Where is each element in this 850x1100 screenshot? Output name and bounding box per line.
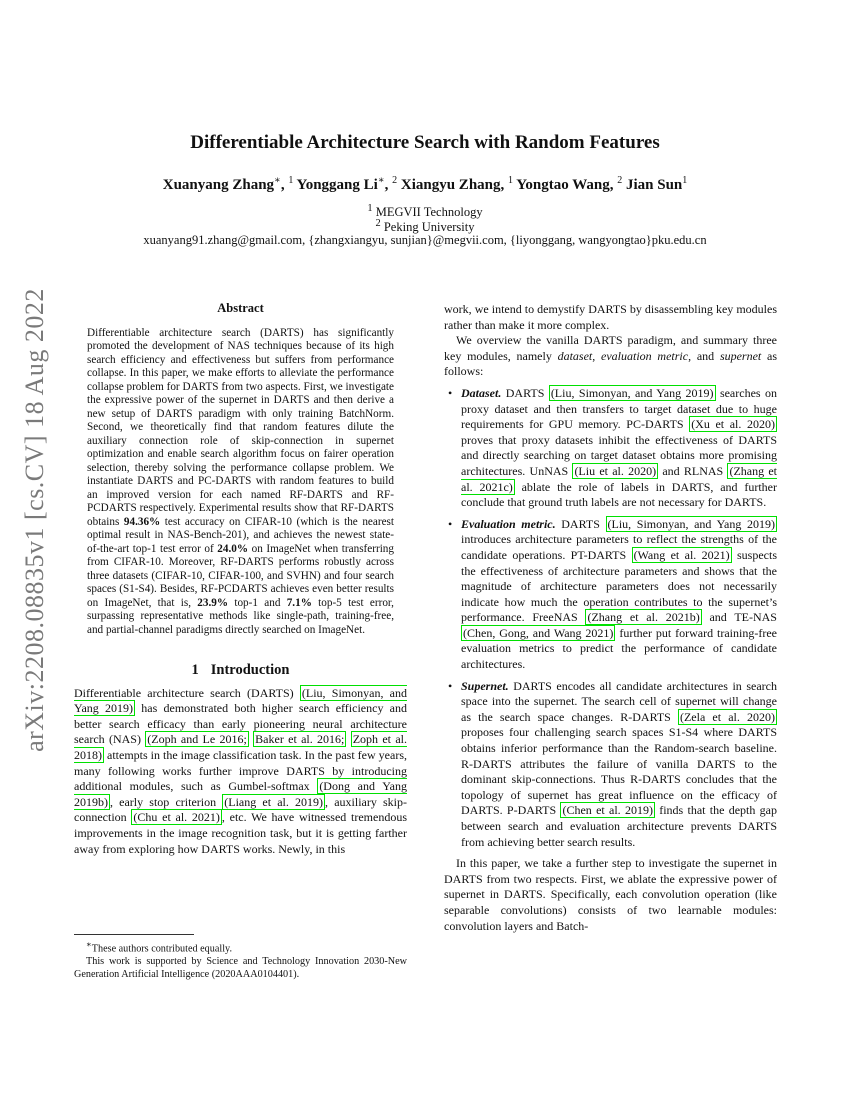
- author-name: Xuanyang Zhang: [162, 177, 275, 193]
- paragraph: We overview the vanilla DARTS paradigm, and summary three key modules, namely dataset, evaluation metric, and supernet as follows:: [444, 333, 778, 379]
- list-item-dataset: • Dataset. DARTS (Liu, Simonyan, and Yang 2019) searches on proxy dataset and then transfers to target dataset due to huge requirements for GPU memory. PC-DARTS (Xu et al. 2020) proves that proxy datasets inhibit the effectiveness of DARTS and directly searching on target dataset obtains more promising architectures. UnNAS (Liu et al. 2020) and RLNAS (Zhang et al. 2021c) ablate the role of labels in DARTS, and further conclude that ground truth labels are not necessary for DARTS.: [448, 385, 778, 510]
- affiliation-1: $^1$ MEGVII Technology: [367, 203, 483, 220]
- citation-link[interactable]: (Wang et al. 2021): [633, 547, 730, 562]
- citation-link[interactable]: (Zhang et al. 2021b): [587, 610, 700, 625]
- author-aff: 1: [682, 175, 688, 186]
- author-name: Yongtao Wang,: [516, 177, 614, 193]
- citation-link[interactable]: (Chu et al. 2021): [133, 810, 220, 825]
- citation-link[interactable]: (Chen et al. 2019): [562, 803, 653, 818]
- section-heading-introduction: 1 Introduction: [191, 662, 290, 679]
- citation-link[interactable]: (Liu et al. 2020): [574, 463, 657, 478]
- author-mark: ∗: [377, 175, 385, 186]
- footnote-1: ∗These authors contributed equally.: [86, 939, 233, 955]
- introduction-paragraph: Differentiable architecture search (DARTS) (Liu, Simonyan, and Yang 2019) has demonstrated both higher search efficiency and better search efficacy than early pioneering neural architecture search (NAS) (Zoph and Le 2016; Baker et al. 2016; Zoph et al. 2018) attempts in the image classification task. In the past few years, many following works further improve DARTS by introducing additional modules, such as Gumbel-softmax (Dong and Yang 2019b) , early stop criterion (Liang et al. 2019) , auxiliary skip-connection (Chu et al. 2021) , etc. We have witnessed tremendous improvements in the image recognition task, but it is getting farther away from exploring how DARTS works. Newly, in this: [74, 685, 408, 856]
- citation-link[interactable]: (Zhang et al. 2021c): [461, 463, 778, 494]
- paragraph: work, we intend to demystify DARTS by disassembling key modules rather than make it more complex.: [444, 302, 777, 332]
- abstract-text: Differentiable architecture search (DARTS) has significantly promoted the development of NAS techniques because of its high search efficiency and effectiveness but suffers from performance collapse. In this paper, we make efforts to alleviate the performance collapse problem for DARTS from two aspects. First, we investigate the expressive power of the supernet in DARTS and then derive a new setup of DARTS paradigm with only training BatchNorm. Second, we theoretically find that random features dilute the auxiliary connection role of skip-connection in supernet optimization and enable search algorithm focus on fairer operation selection, thereby solving the performance collapse problem. We instantiate DARTS and PC-DARTS with random features to build an improved version for each named RF-DARTS and RF-PCDARTS respectively. Experimental results show that RF-DARTS obtains 94.36% test accuracy on CIFAR-10 (which is the nearest optimal result in NAS-Bench-201), and achieves the newest state-of-the-art top-1 test error of 24.0% on ImageNet when transferring from CIFAR-10. Moreover, RF-DARTS performs robustly across three datasets (CIFAR-10, CIFAR-100, and SVHN) and four search spaces (S1-S4). Besides, RF-PCDARTS achieves even better results on ImageNet, that is, 23.9% top-1 and 7.1% top-5 test error, surpassing representative methods like single-path, training-free, and partial-channel paradigms directly searched on ImageNet.: [87, 326, 394, 636]
- citation-link[interactable]: (Liu, Simonyan, and Yang 2019): [550, 385, 714, 400]
- abstract-heading: Abstract: [217, 301, 264, 315]
- author-aff: 1: [508, 175, 513, 186]
- list-item-supernet: • Supernet. DARTS encodes all candidate architectures in search space into the supernet. The search cell of supernet will change as the search space changes. R-DARTS (Zela et al. 2020) proposes four challenging search spaces S1-S4 where DARTS obtains inferior performance than the Random-search baseline. R-DARTS attributes the failure of vanilla DARTS to the dominant skip-connections. Thus R-DARTS concludes that the topology of supernet has great influence on the efficacy of DARTS. P-DARTS (Chen et al. 2019) finds that the depth gap between search and evaluation architecture prevents DARTS from achieving better search results.: [448, 678, 777, 849]
- citation-link[interactable]: (Liang et al. 2019): [224, 794, 324, 809]
- citation-link[interactable]: (Zela et al. 2020): [679, 709, 775, 724]
- author-mark: ∗: [274, 175, 281, 186]
- footnotes: [74, 938, 407, 981]
- author-name: Xiangyu Zhang,: [400, 177, 505, 193]
- left-column: [74, 301, 407, 857]
- citation-link[interactable]: (Chen, Gong, and Wang 2021): [463, 625, 614, 640]
- author-aff: 2: [617, 175, 623, 186]
- right-column: [444, 302, 777, 934]
- paragraph: In this paper, we take a further step to investigate the supernet in DARTS from two respects. First, we ablate the expressive power of supernet in DARTS. Specifically, each convolution operation (like separable convolutions) consists of two learnable modules: convolution layers and Batch-: [444, 856, 777, 933]
- author-aff: 1: [288, 175, 294, 186]
- footnote-2: This work is supported by Science and Technology Innovation 2030-New Generation Artificial Intelligence (2020AAA0104401).: [74, 956, 407, 981]
- author-name: Yonggang Li: [296, 177, 378, 193]
- citation-link[interactable]: Zoph et al. 2018): [74, 732, 407, 763]
- arxiv-stamp: [10, 285, 60, 755]
- author-name: Jian Sun: [625, 177, 683, 193]
- key-modules-list: [444, 386, 777, 850]
- list-item-evaluation-metric: • Evaluation metric. DARTS (Liu, Simonyan, and Yang 2019) introduces architecture parameters to reflect the strengths of the candidate operations. PT-DARTS (Wang et al. 2021) suspects the effectiveness of architecture parameters and shows that the magnitude of architecture parameters does not necessarily indicate how much the operation contributes to the supernet’s performance. FreeNAS (Zhang et al. 2021b) and TE-NAS (Chen, Gong, and Wang 2021) further put forward training-free evaluation metrics to predict the performance of candidate architectures.: [448, 516, 777, 672]
- citation-link[interactable]: (Zoph and Le 2016;: [147, 732, 247, 747]
- citation-link[interactable]: (Xu et al. 2020): [691, 417, 775, 432]
- footnote-rule: [74, 934, 194, 935]
- author-list: Xuanyang Zhang∗, $^1$ Yonggang Li∗, $^2$ Xiangyu Zhang, $^1$ Yongtao Wang, $^2$ Jian Sun$^1$: [162, 175, 688, 193]
- citation-link[interactable]: (Liu, Simonyan, and Yang 2019): [74, 685, 408, 716]
- citation-link[interactable]: (Dong and Yang 2019b): [74, 779, 407, 809]
- author-emails: xuanyang91.zhang@gmail.com, {zhangxiangyu, sunjian}@megvii.com, {liyonggang, wangyongtao}pku.edu.cn: [143, 233, 707, 247]
- paper-title: Differentiable Architecture Search with Random Features: [190, 132, 660, 153]
- citation-link[interactable]: (Liu, Simonyan, and Yang 2019): [607, 516, 776, 531]
- arxiv-stamp-text: arXiv:2208.08835v1 [cs.CV] 18 Aug 2022: [20, 288, 49, 752]
- affiliation-2: $^2$ Peking University: [375, 218, 475, 235]
- citation-link[interactable]: Baker et al. 2016;: [255, 732, 345, 747]
- author-aff: 2: [392, 175, 398, 186]
